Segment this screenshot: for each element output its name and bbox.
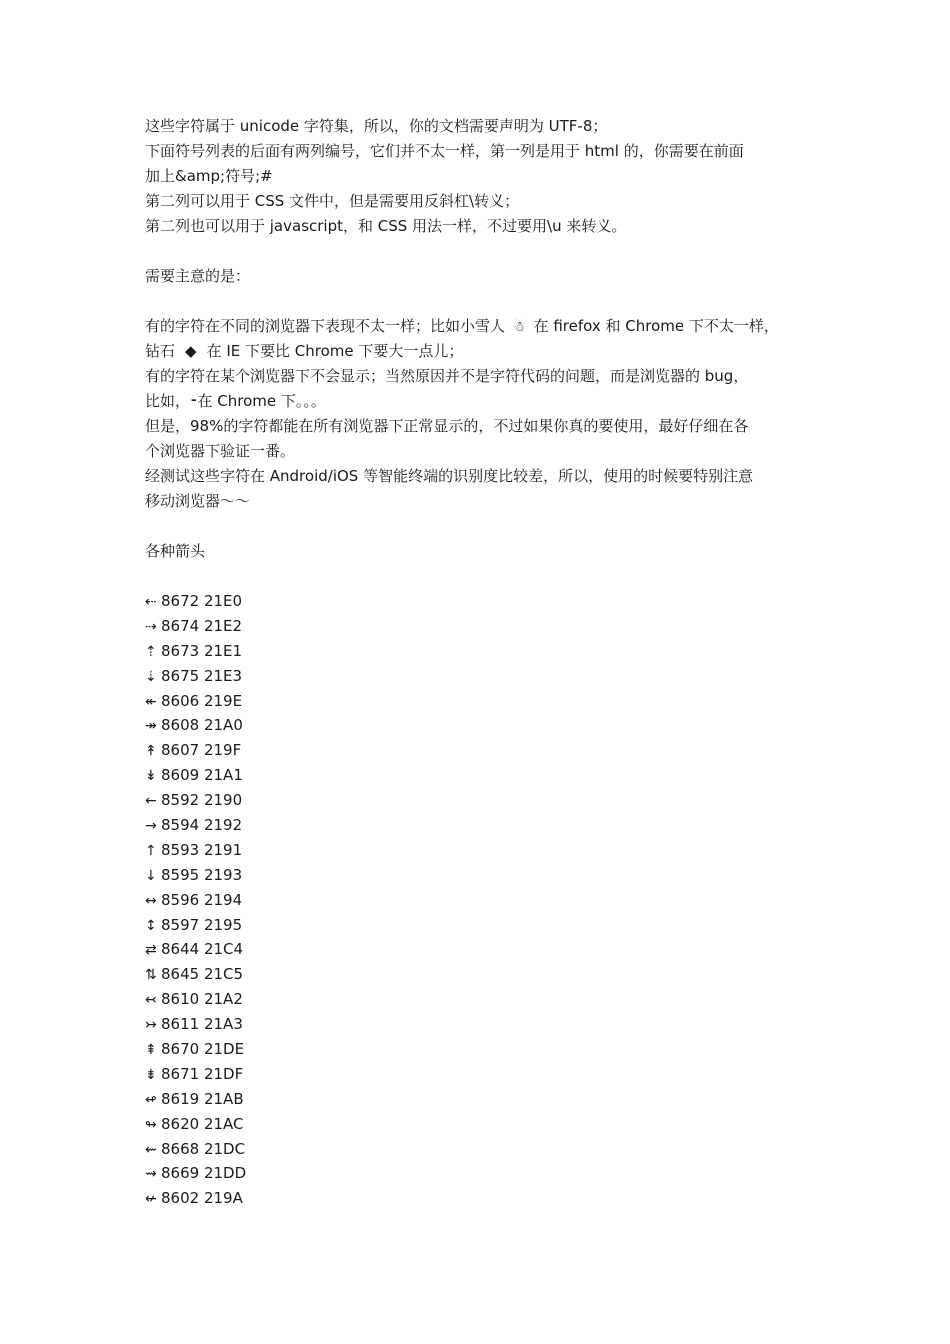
arrow-decimal-code: 8669 <box>161 1164 200 1183</box>
arrow-glyph-icon: → <box>145 818 157 835</box>
arrow-hex-code: 21A0 <box>203 716 243 735</box>
arrow-hex-code: 2193 <box>203 865 243 884</box>
intro-line-3: 加上&amp;符号;# <box>145 167 273 185</box>
arrow-list-item <box>145 863 810 888</box>
arrow-glyph-icon: ⇢ <box>145 618 157 635</box>
arrow-decimal-code: 8609 <box>161 766 200 785</box>
arrow-glyph-icon: ⇡ <box>145 643 157 660</box>
arrow-glyph-icon: ↟ <box>145 743 157 760</box>
notice-heading: 需要主意的是： <box>145 267 251 285</box>
arrow-hex-code: 219F <box>203 741 242 760</box>
notice-paragraph-2-line-2: 比如，⁃在 Chrome 下。。。 <box>145 392 326 410</box>
arrow-list-item <box>145 1137 810 1162</box>
arrow-decimal-code: 8668 <box>161 1139 200 1158</box>
document-page <box>145 114 810 1211</box>
arrow-hex-code: 219E <box>203 691 243 710</box>
arrow-decimal-code: 8606 <box>161 691 200 710</box>
arrow-hex-code: 21E1 <box>203 641 243 660</box>
arrow-decimal-code: 8671 <box>161 1064 200 1083</box>
notice-text: 在 firefox 和 Chrome 下不太一样， <box>533 317 779 335</box>
arrow-decimal-code: 8596 <box>161 890 200 909</box>
arrow-glyph-icon: ↫ <box>145 1091 157 1108</box>
arrow-list-item <box>145 589 810 614</box>
arrow-decimal-code: 8675 <box>161 666 200 685</box>
arrow-glyph-icon: ↓ <box>145 867 157 884</box>
notice-text: 有的字符在不同的浏览器下表现不太一样；比如小雪人 <box>145 317 506 335</box>
arrow-glyph-icon: ⇜ <box>145 1141 157 1158</box>
arrow-glyph-icon: ↕ <box>145 917 157 934</box>
arrow-decimal-code: 8602 <box>161 1189 200 1208</box>
arrow-glyph-icon: ← <box>145 793 157 810</box>
arrow-glyph-icon: ↣ <box>145 1017 157 1034</box>
arrow-glyph-icon: ↠ <box>145 718 157 735</box>
notice-paragraph-1-line-1 <box>145 314 810 339</box>
arrow-hex-code: 2192 <box>203 816 243 835</box>
arrow-decimal-code: 8670 <box>161 1040 200 1059</box>
arrow-glyph-icon: ↢ <box>145 992 157 1009</box>
arrow-hex-code: 21A1 <box>203 766 243 785</box>
arrow-decimal-code: 8645 <box>161 965 200 984</box>
arrow-glyph-icon: ⇅ <box>145 967 157 984</box>
arrow-decimal-code: 8674 <box>161 616 200 635</box>
arrow-glyph-icon: ↞ <box>145 693 157 710</box>
arrow-list-item <box>145 1186 810 1211</box>
arrow-decimal-code: 8620 <box>161 1114 200 1133</box>
arrow-decimal-code: 8597 <box>161 915 200 934</box>
arrow-list-item <box>145 1037 810 1062</box>
arrow-list-item <box>145 664 810 689</box>
notice-text: 在 IE 下要比 Chrome 下要大一点儿； <box>206 342 464 360</box>
arrow-hex-code: 2195 <box>203 915 243 934</box>
intro-line-5: 第二列也可以用于 javascript，和 CSS 用法一样，不过要用\u 来转义。 <box>145 217 627 235</box>
arrow-list-item <box>145 738 810 763</box>
notice-paragraph-3-line-1: 但是，98%的字符都能在所有浏览器下正常显示的，不过如果你真的要使用，最好仔细在各 <box>145 417 749 435</box>
arrow-list-item <box>145 1012 810 1037</box>
arrow-list-item <box>145 962 810 987</box>
arrow-decimal-code: 8592 <box>161 791 200 810</box>
intro-line-4: 第二列可以用于 CSS 文件中，但是需要用反斜杠\转义； <box>145 192 520 210</box>
arrow-hex-code: 21E2 <box>203 616 243 635</box>
arrow-list-item <box>145 1161 810 1186</box>
arrow-list-item <box>145 713 810 738</box>
arrow-hex-code: 21AB <box>203 1089 244 1108</box>
arrow-hex-code: 21A2 <box>203 990 243 1009</box>
arrow-decimal-code: 8595 <box>161 865 200 884</box>
arrow-decimal-code: 8672 <box>161 592 200 610</box>
diamond-icon: ◆ <box>185 342 197 360</box>
notice-text: 钻石 <box>145 342 176 360</box>
intro-line-1: 这些字符属于 unicode 字符集，所以，你的文档需要声明为 UTF-8； <box>145 117 608 135</box>
arrow-hex-code: 21E3 <box>203 666 243 685</box>
arrow-glyph-icon: ⇄ <box>145 942 157 959</box>
notice-paragraph-3-line-2: 个浏览器下验证一番。 <box>145 442 296 460</box>
arrow-decimal-code: 8593 <box>161 840 200 859</box>
notice-paragraph-1-line-2 <box>145 339 810 364</box>
arrow-glyph-icon: ⇞ <box>145 1042 157 1059</box>
arrow-decimal-code: 8607 <box>161 741 200 760</box>
arrow-list-item <box>145 937 810 962</box>
arrow-glyph-icon: ⇟ <box>145 1066 157 1083</box>
arrow-list-item <box>145 888 810 913</box>
arrow-decimal-code: 8644 <box>161 940 200 959</box>
arrow-hex-code: 219A <box>203 1189 243 1208</box>
arrow-glyph-icon: ↬ <box>145 1116 157 1133</box>
snowman-icon: ☃ <box>513 319 526 335</box>
arrow-glyph-icon: ↚ <box>145 1191 157 1208</box>
arrow-decimal-code: 8611 <box>161 1015 200 1034</box>
notice-paragraph-2-line-1: 有的字符在某个浏览器下不会显示；当然原因并不是字符代码的问题，而是浏览器的 bug， <box>145 367 749 385</box>
arrows-heading: 各种箭头 <box>145 542 206 560</box>
arrow-hex-code: 2190 <box>203 791 243 810</box>
arrow-glyph-icon: ↑ <box>145 842 157 859</box>
arrow-list-item <box>145 1087 810 1112</box>
arrow-hex-code: 2191 <box>203 840 243 859</box>
arrow-hex-code: 21DC <box>203 1139 246 1158</box>
arrow-decimal-code: 8619 <box>161 1089 200 1108</box>
arrow-glyph-icon: ↡ <box>145 768 157 785</box>
arrow-list-item <box>145 639 810 664</box>
arrow-list-item <box>145 987 810 1012</box>
arrow-hex-code: 21C4 <box>203 940 244 959</box>
arrow-decimal-code: 8594 <box>161 816 200 835</box>
arrow-hex-code: 21A3 <box>203 1015 243 1034</box>
arrow-list-item <box>145 1062 810 1087</box>
arrow-decimal-code: 8673 <box>161 641 200 660</box>
arrow-list-item <box>145 838 810 863</box>
arrow-list-item <box>145 1112 810 1137</box>
arrow-list-item <box>145 763 810 788</box>
arrow-list-item <box>145 689 810 714</box>
notice-paragraph-4-line-1: 经测试这些字符在 Android/iOS 等智能终端的识别度比较差，所以，使用的时候要特别注意 <box>145 467 754 485</box>
arrow-list <box>145 589 810 1211</box>
arrow-hex-code: 21AC <box>203 1114 244 1133</box>
notice-paragraph-4-line-2: 移动浏览器～～ <box>145 492 251 510</box>
arrow-list-item <box>145 813 810 838</box>
arrow-hex-code: 21DD <box>203 1164 247 1183</box>
arrow-glyph-icon: ⇠ <box>145 594 157 610</box>
arrow-decimal-code: 8610 <box>161 990 200 1009</box>
arrow-hex-code: 21DF <box>203 1064 244 1083</box>
arrow-hex-code: 2194 <box>203 890 243 909</box>
arrow-hex-code: 21DE <box>203 1040 245 1059</box>
arrow-glyph-icon: ↔ <box>145 892 157 909</box>
arrow-hex-code: 21C5 <box>203 965 244 984</box>
arrow-decimal-code: 8608 <box>161 716 200 735</box>
arrow-glyph-icon: ⇝ <box>145 1166 157 1183</box>
arrow-list-item <box>145 913 810 938</box>
intro-line-2: 下面符号列表的后面有两列编号，它们并不太一样，第一列是用于 html 的，你需要在前面 <box>145 142 744 160</box>
arrow-hex-code: 21E0 <box>203 592 243 610</box>
arrow-glyph-icon: ⇣ <box>145 668 157 685</box>
arrow-list-item <box>145 788 810 813</box>
arrow-list-item <box>145 614 810 639</box>
